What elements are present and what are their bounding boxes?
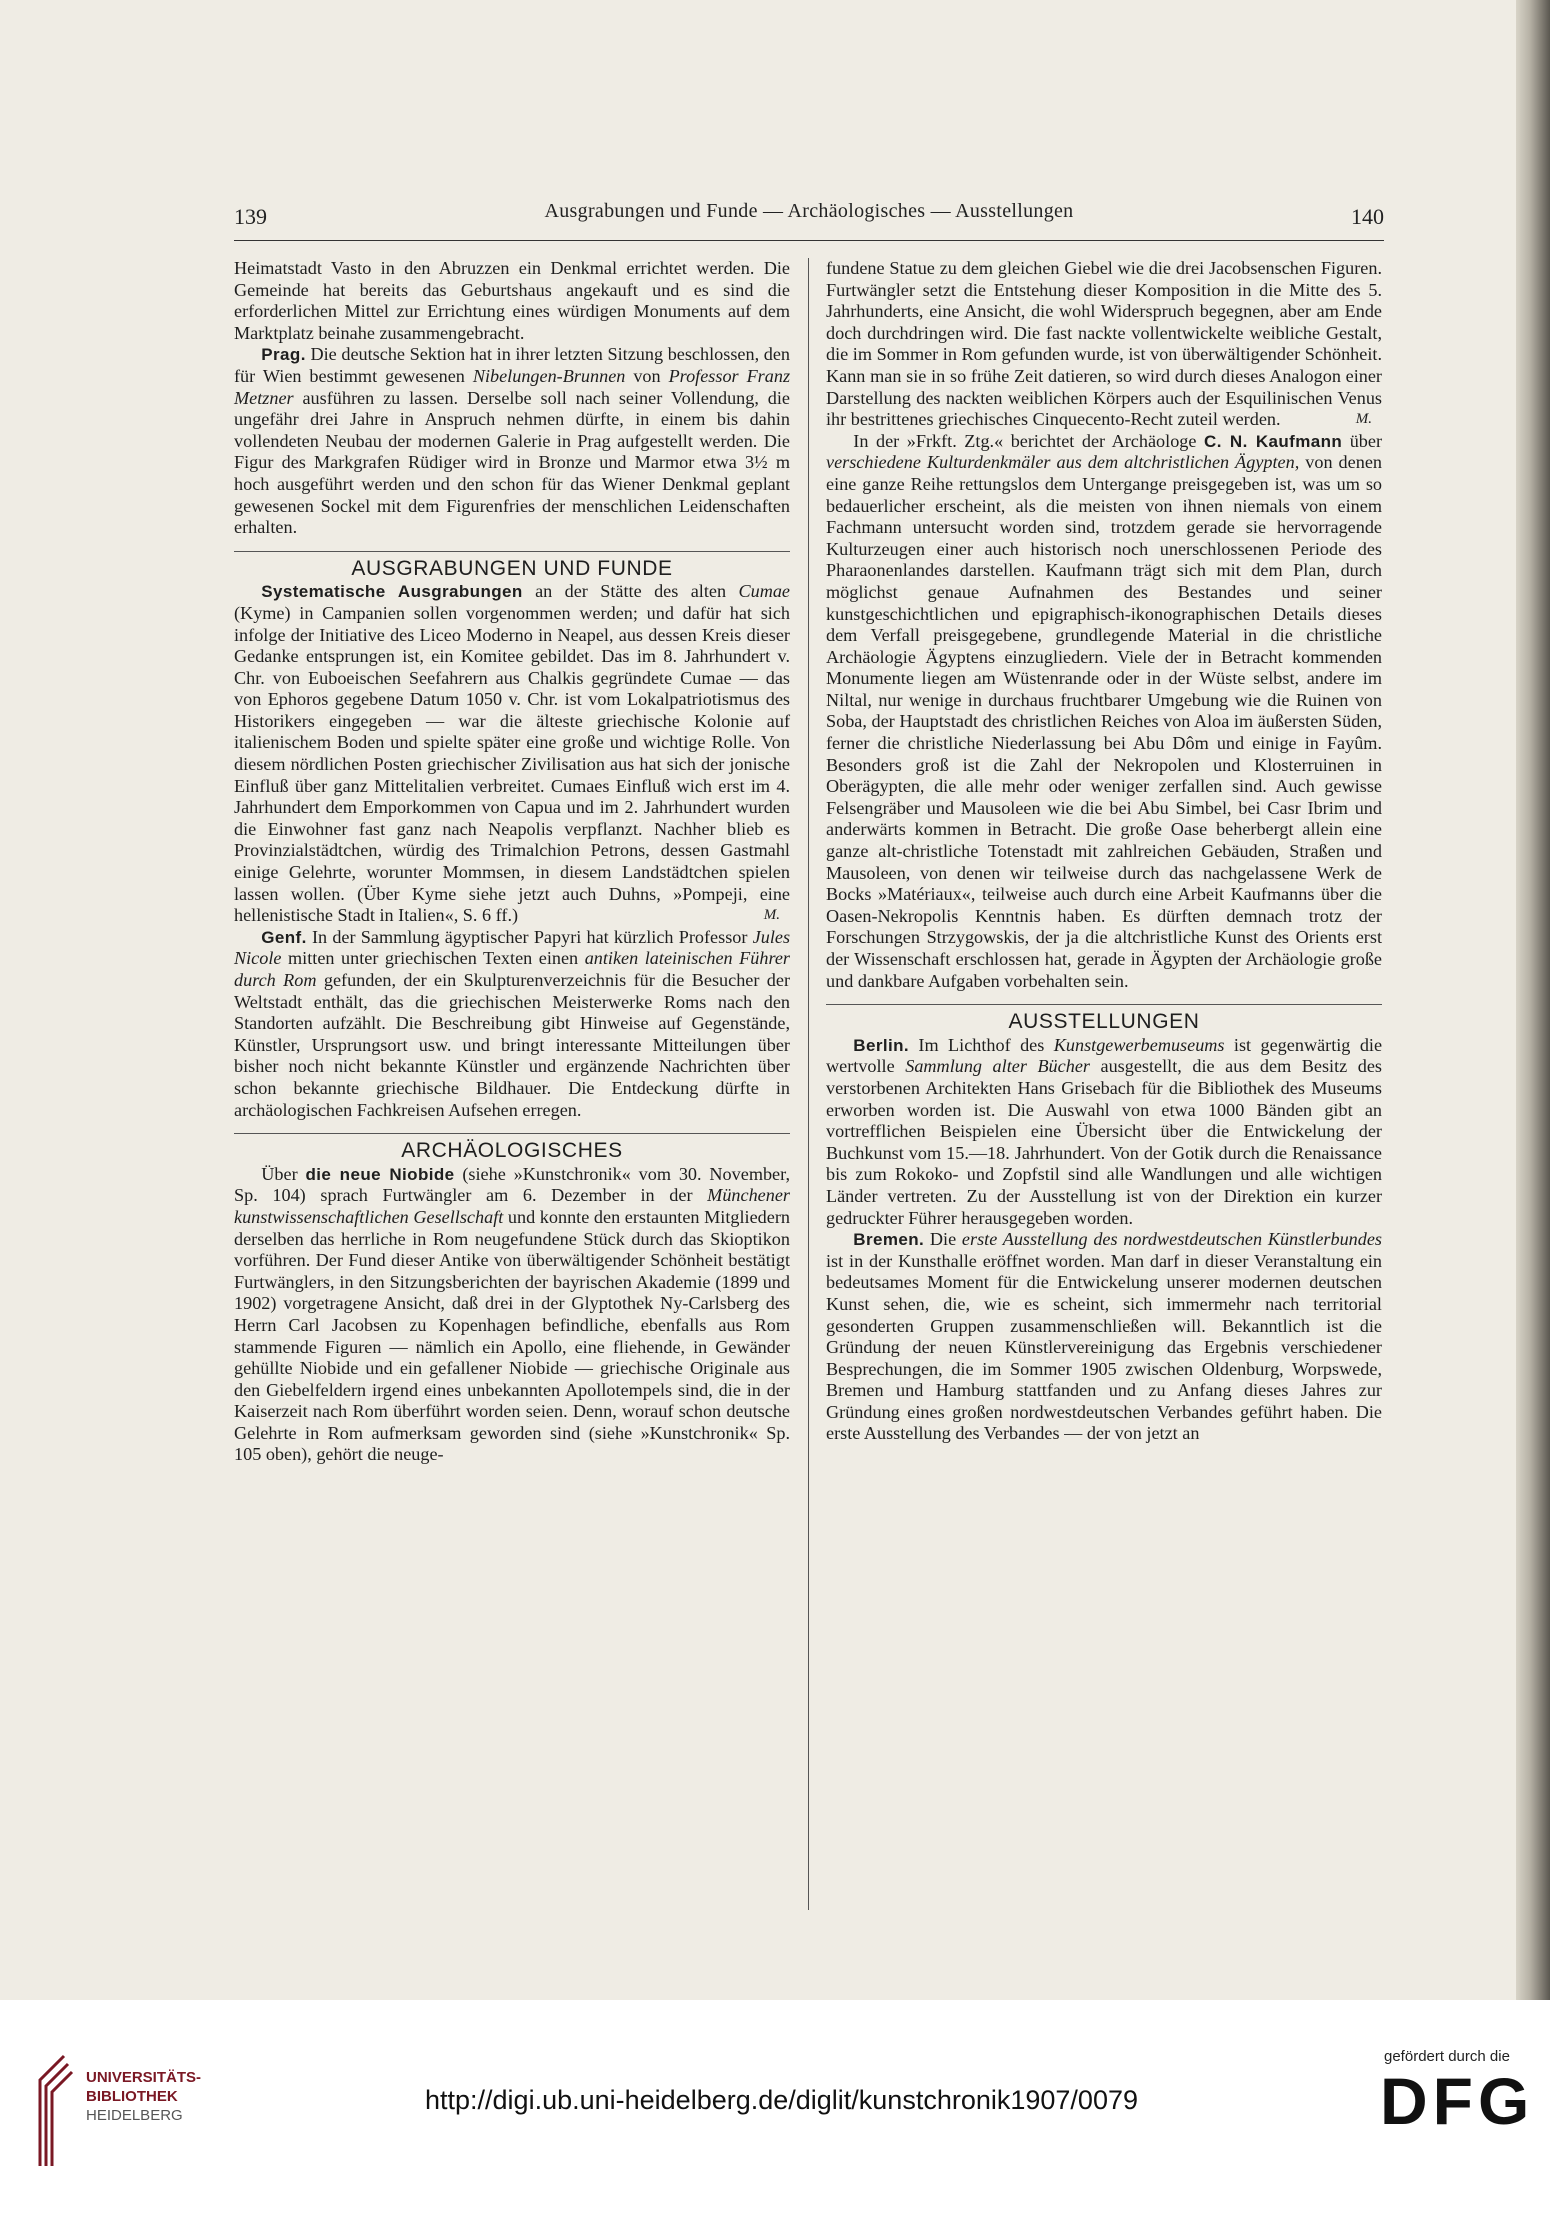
keyword-bremen: Bremen. xyxy=(853,1230,925,1250)
keyword-prag: Prag. xyxy=(261,345,306,365)
left-column xyxy=(234,258,790,1466)
keyword-niobide: die neue Niobide xyxy=(305,1164,455,1184)
paragraph-vasto: Heimatstadt Vasto in den Abruzzen ein Denkmal errichtet werden. Die Gemeinde hat bereits das Geburtshaus angekauft und es sind die erforderlichen Mittel zur Errichtung eines würdigen Monuments auf dem Marktplatz beinahe zusammengebracht. xyxy=(234,258,790,343)
keyword-genf: Genf. xyxy=(261,927,307,947)
paragraph-cumae: Systematische Ausgrabungen an der Stätte des alten Cumae (Kyme) in Campanien sollen vorgenommen werden; und dafür hat sich infolge der Initiative des Liceo Moderno in Neapel, aus dessen Kreis dieser Gedanke entsprungen ist, ein Komitee gebildet. Das im 8. Jahrhundert v. Chr. von Euboeischen Seefahrern aus Chalkis gegründete Cumae — das von Ephoros gegebene Datum 1050 v. Chr. ist vom Lokalpatriotismus des Historikers eingegeben — war die älteste griechische Kolonie auf italienischem Boden und spielte später eine große und wichtige Rolle. Von diesem nördlichen Posten griechischer Zivilisation aus hat sich der jonische Einfluß über ganz Mittelitalien verbreitet. Cumaes Einfluß wich erst im 4. Jahrhundert dem Emporkommen von Capua und im 2. Jahrhundert wurden die Einwohner fast ganz nach Neapolis verpflanzt. Nachher blieb es Provinzialstädtchen, würdig des Trimalchion Petrons, dessen Gastmahl einige Gelehrte, worunter Mommsen, in diesem Landstädtchen spielen lassen wollen. (Über Kyme siehe jetzt auch Duhns, »Pompeji, eine hellenistische Stadt in Italien«, S. 6 ff.) M. xyxy=(234,581,790,926)
running-header xyxy=(234,200,1384,241)
paragraph-berlin: Berlin. Im Lichthof des Kunstgewerbemuseums ist gegenwärtig die wertvolle Sammlung alter Bücher ausgestellt, die aus dem Besitz des verstorbenen Architekten Hans Grisebach für die Bibliothek des Museums erworben worden ist. Die Auswahl von etwa 1000 Bänden gibt an vortrefflichen Beispielen eine Übersicht über die Entwickelung der Buchkunst vom 15.—18. Jahrhundert. Von der Gotik durch die Renaissance bis zum Rokoko- und Zopfstil sind alle Wandlungen und alle wichtigen Länder vertreten. Zu der Ausstellung ist von der Direktion ein kurzer gedruckter Führer herausgegeben worden. xyxy=(826,1034,1383,1228)
keyword-ausgrabungen: Systematische Ausgrabungen xyxy=(261,582,523,602)
page-number-left: 139 xyxy=(234,204,267,229)
signature-m: M. xyxy=(763,907,780,924)
paragraph-niobide: Über die neue Niobide (siehe »Kunstchronik« vom 30. November, Sp. 104) sprach Furtwängler am 6. Dezember in der Münchener kunstwissenschaftlichen Gesellschaft und konnte den erstaunten Mitgliedern derselben das herrliche in Rom neugefundene Stück durch das Skioptikon vorführen. Der Fund dieser Antike von überwältigender Schönheit bestätigt Furtwänglers, in den Sitzungsberichten der bayrischen Akademie (1899 und 1902) vorgetragene Ansicht, daß drei in der Glyptothek Ny-Carlsberg des Herrn Carl Jacobsen zu Kopenhagen befindliche, ebenfalls aus Rom stammende Figuren — nämlich ein Apollo, eine fliehende, in Gewänder gehüllte Niobide und ein gefallener Niobide — griechische Originale aus den Giebelfeldern irgend eines unbekannten Apollotempels sind, die in der Kaiserzeit nach Rom überführt worden seien. Denn, worauf schon deutsche Gelehrte in Rom aufmerksam geworden sind (siehe »Kunstchronik« Sp. 105 oben), gehört die neuge- xyxy=(234,1163,791,1465)
library-logo-icon xyxy=(34,2050,74,2170)
paragraph-bremen: Bremen. Die erste Ausstellung des nordwestdeutschen Künstlerbundes ist in der Kunsthalle eröffnet worden. Man darf in dieser Veranstaltung ein bedeutsames Moment für die Entwickelung unserer modernen deutschen Kunst sehen, die, wie es scheint, sich immermehr nach territorial gesonderten Gruppen zusammenschließen will. Bekanntlich ist die Gründung der neuen Künstlervereinigung das Ergebnis verschiedener Besprechungen, die im Sommer 1905 zwischen Oldenburg, Worpswede, Bremen und Hamburg stattfanden und zu Anfang dieses Jahres zur Gründung eines großen nordwestdeutschen Verbandes geführt haben. Die erste Ausstellung des Verbandes — der von jetzt an xyxy=(826,1229,1383,1444)
dfg-logo: DFG xyxy=(1380,2064,1535,2138)
signature-m: M. xyxy=(1355,411,1372,428)
digitization-footer xyxy=(0,2000,1550,2234)
permalink-url[interactable]: http://digi.ub.uni-heidelberg.de/diglit/kunstchronik1907/0079 xyxy=(425,2085,1138,2115)
section-heading-ausgrabungen: AUSGRABUNGEN UND FUNDE xyxy=(234,551,790,580)
paragraph-kaufmann: In der »Frkft. Ztg.« berichtet der Archäologe C. N. Kaufmann über verschiedene Kulturdenkmäler aus dem altchristlichen Ägypten, von denen eine ganze Reihe rettungslos dem Untergange preisgegeben ist, was um so bedauerlicher erscheint, als die meisten von ihnen niemals von einem Fachmann untersucht worden sind, trotzdem gerade sie hervorragende Kulturzeugen einer auch historisch noch unerschlossenen Periode des Pharaonenlandes darstellen. Kaufmann trägt sich mit dem Plan, durch möglichst genaue Aufnahmen des Bestandes und seiner kunstgeschichtlichen und epigraphisch-ikonographischen Details dieses dem Verfall preisgegebene, grundlegende Material in die christliche Archäologie Ägyptens einzugliedern. Viele der in Betracht kommenden Monumente liegen am Wüstenrande oder in der Wüste selbst, andere im Niltal, nur wenige in durchaus fruchtbarer Umgebung wie die Ruinen von Soba, der Hauptstadt des christlichen Reiches von Aloa im äußersten Süden, ferner die christliche Niederlassung bei Abu Dôm und einige in Fayûm. Besonders groß ist die Zahl der Nekropolen und Klosterruinen in Oberägypten, die alle mehr oder weniger zerfallen sind. Auch gewisse Felsengräber und Mausoleen wie die bei Abu Simbel, bei Casr Ibrim und anderwärts kommen in Betracht. Die große Oase beherbergt allein eine ganze alt-christliche Totenstadt mit zahlreichen Gebäuden, Straßen und Mausoleen, von denen wir teilweise durch das nachgelassene Werk de Bocks »Matériaux«, teilweise auch durch eine Arbeit Kaufmanns über die Oasen-Nekropolis Kenntnis haben. Es dürften demnach trotz der Forschungen Strzygowskis, der ja die altchristliche Kunst des Orients erst der Wissenschaft erschlossen hat, gerade in Ägypten der Archäologie große und dankbare Aufgaben vorbehalten sein. xyxy=(826,430,1383,991)
page-number-right: 140 xyxy=(1351,204,1384,229)
running-title: Ausgrabungen und Funde — Archäologisches — Ausstellungen xyxy=(544,200,1074,222)
library-name: UNIVERSITÄTS- BIBLIOTHEK HEIDELBERG xyxy=(86,2069,202,2124)
paragraph-prag: Prag. Die deutsche Sektion hat in ihrer letzten Sitzung beschlossen, den für Wien bestimmt gewesenen Nibelungen-Brunnen von Professor Franz Metzner ausführen zu lassen. Derselbe soll nach seiner Vollendung, die ungefähr drei Jahre in Anspruch nehmen dürfte, in einem bis dahin vollendeten Neubau der modernen Galerie in Prag aufgestellt werden. Die Figur des Markgrafen Rüdiger wird in Bronze und Marmor etwa 3½ m hoch ausgeführt werden und den schon für das Wiener Denkmal geplant gewesenen Sockel mit dem Figurenfries der menschlichen Leidenschaften erhalten. xyxy=(234,344,791,538)
keyword-kaufmann: C. N. Kaufmann xyxy=(1204,431,1343,451)
paragraph-genf: Genf. In der Sammlung ägyptischer Papyri hat kürzlich Professor Jules Nicole mitten unter griechischen Texten einen antiken lateinischen Führer durch Rom gefunden, der ein Skulpturenverzeichnis für die Besucher der Weltstadt enthält, das die griechischen Meisterwerke Roms nach den Standorten aufzählt. Die Beschreibung gibt Hinweise auf Gegenstände, Künstler, Ursprungsort usw. und bringt interessante Mitteilungen über bisher noch nicht bekannte Künstler und ergänzende Nachrichten über schon bekannte griechische Bildhauer. Die Entdeckung dürfte in archäologischen Fachkreisen Aufsehen erregen. xyxy=(234,926,791,1120)
column-divider xyxy=(808,258,809,1910)
funded-by-label: gefördert durch die xyxy=(1384,2048,1510,2065)
book-spine-shadow xyxy=(1516,0,1550,2234)
section-heading-archaeologisches: ARCHÄOLOGISCHES xyxy=(234,1133,790,1162)
section-heading-ausstellungen: AUSSTELLUNGEN xyxy=(826,1004,1382,1033)
keyword-berlin: Berlin. xyxy=(853,1035,909,1055)
paragraph-statue: fundene Statue zu dem gleichen Giebel wie die drei Jacobsenschen Figuren. Furtwängler setzt die Entstehung dieser Komposition in die Mitte des 5. Jahrhunderts, eine Ansicht, die wohl Widerspruch begegnen, aber am Ende doch durchdringen wird. Die fast nackte vollentwickelte weibliche Gestalt, die im Sommer in Rom gefunden wurde, ist von überwältigender Schönheit. Kann man sie in so frühe Zeit datieren, so wird durch dieses Analogon einer Darstellung des nackten weiblichen Körpers auch der Esquilinischen Venus ihr bestrittenes griechisches Cinquecento-Recht zuteil werden. M. xyxy=(826,258,1382,430)
right-column xyxy=(826,258,1382,1445)
